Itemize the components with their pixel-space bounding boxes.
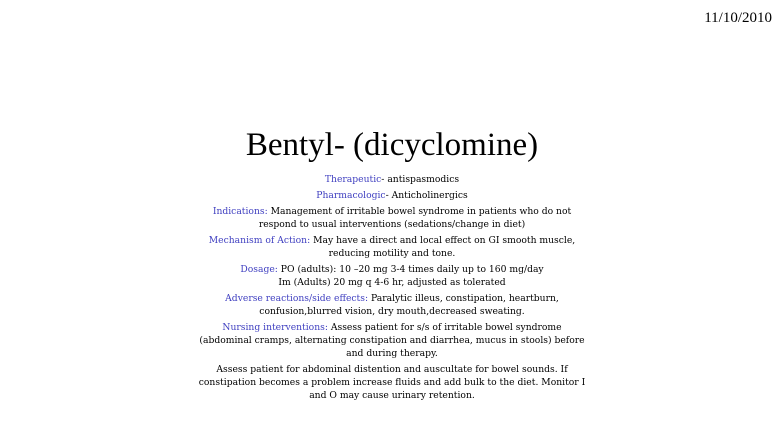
dosage-paragraph bbox=[195, 263, 589, 289]
slide-date: 11/10/2010 bbox=[704, 10, 772, 26]
nursing-text: Assess patient for s/s of irritable bowel syndrome (abdominal cramps, alternating constipation and diarrhea, mucus in stools) before and during therapy. bbox=[199, 322, 585, 359]
dosage-text: PO (adults): 10 –20 mg 3-4 times daily up to 160 mg/day bbox=[277, 264, 544, 275]
therapeutic-line bbox=[195, 173, 589, 186]
assess-text: Assess patient for abdominal distention and auscultate for bowel sounds. If constipation becomes a problem increase fluids and add bulk to the diet. Monitor I and O may cause urinary retention. bbox=[198, 364, 586, 401]
nursing-label: Nursing interventions: bbox=[222, 322, 328, 333]
indications-paragraph bbox=[195, 205, 589, 231]
adverse-label: Adverse reactions/side effects: bbox=[225, 293, 369, 304]
mechanism-label: Mechanism of Action: bbox=[208, 235, 311, 246]
dosage-im-text: Im (Adults) 20 mg q 4-6 hr, adjusted as tolerated bbox=[278, 277, 506, 288]
indications-text: Management of irritable bowel syndrome in patients who do not respond to usual interventions (sedations/change in diet) bbox=[258, 206, 572, 230]
pharmacologic-text: - Anticholinergics bbox=[385, 190, 468, 201]
therapeutic-label: Therapeutic bbox=[324, 174, 382, 185]
mechanism-text: May have a direct and local effect on GI smooth muscle, reducing motility and tone. bbox=[310, 235, 576, 259]
adverse-text: Paralytic illeus, constipation, heartburn, confusion,blurred vision, dry mouth,decreased sweating. bbox=[259, 293, 559, 317]
pharmacologic-label: Pharmacologic bbox=[316, 190, 386, 201]
nursing-paragraph bbox=[195, 321, 589, 360]
dosage-label: Dosage: bbox=[240, 264, 278, 275]
slide-content bbox=[195, 173, 589, 405]
pharmacologic-line bbox=[195, 189, 589, 202]
therapeutic-text: - antispasmodics bbox=[381, 174, 460, 185]
indications-label: Indications: bbox=[212, 206, 268, 217]
mechanism-paragraph bbox=[195, 234, 589, 260]
assess-paragraph bbox=[195, 363, 589, 402]
slide-title: Bentyl- (dicyclomine) bbox=[245, 127, 539, 163]
adverse-paragraph bbox=[195, 292, 589, 318]
